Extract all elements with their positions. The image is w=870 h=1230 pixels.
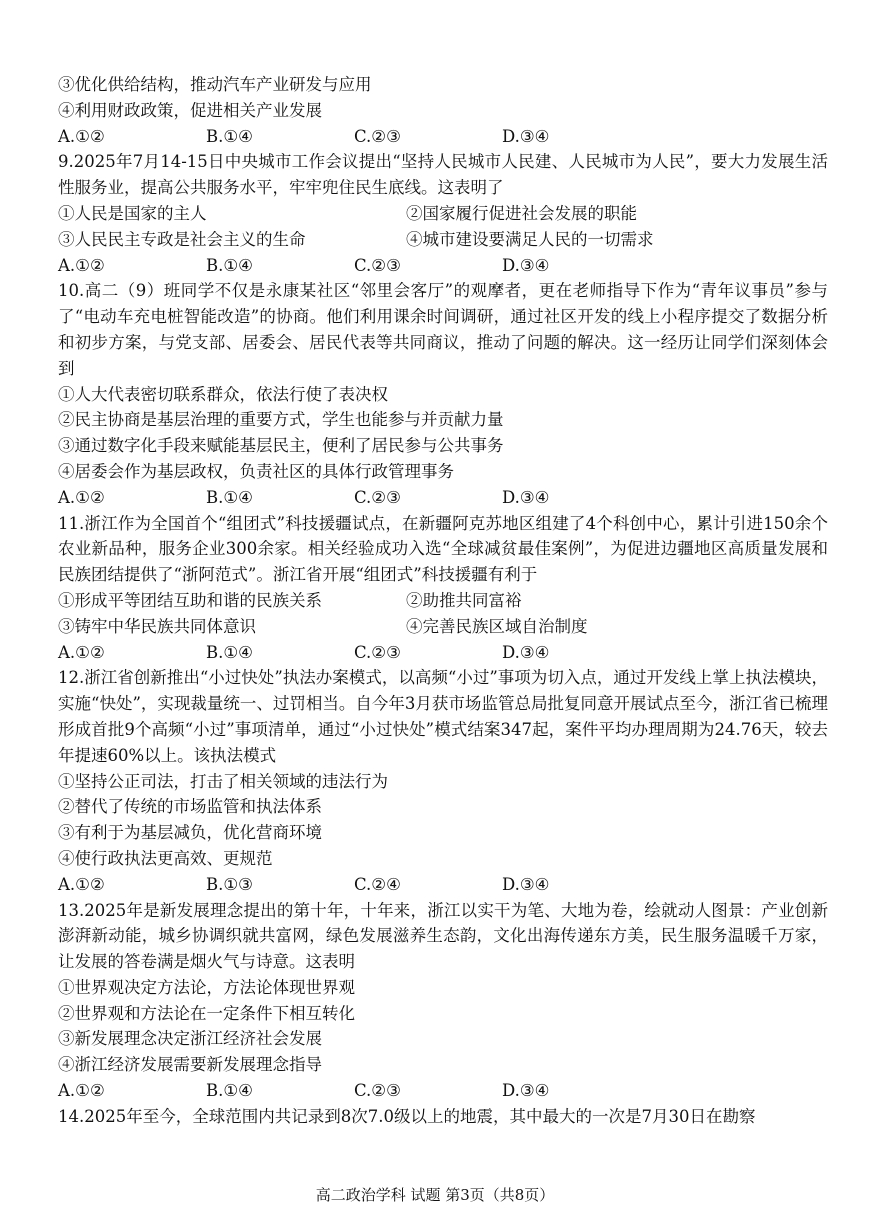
answer-choices	[58, 124, 828, 150]
question-stem: 10.高二（9）班同学不仅是永康某社区“邻里会客厅”的观摩者，更在老师指导下作为“青年议事员”参与了“电动车充电桩智能改造”的协商。他们利用课余时间调研，通过社区开发的线上小程序提交了数据分析和初步方案，与党支部、居委会、居民代表等共同商议，推动了问题的解决。这一经历让同学们深刻体会到	[58, 281, 828, 378]
question-stem: 9.2025年7月14-15日中央城市工作会议提出“坚持人民城市人民建、人民城市为人民”，要大力发展生活性服务业，提高公共服务水平，牢牢兜住民生底线。这表明了	[58, 152, 828, 198]
question-12	[58, 665, 828, 897]
choice-a: A.①②	[58, 255, 105, 275]
choice-b: B.①③	[206, 874, 253, 894]
choice-d: D.③④	[502, 642, 550, 662]
option: ②助推共同富裕	[406, 590, 522, 610]
question-stem: 14.2025年至今，全球范围内共记录到8次7.0级以上的地震，其中最大的一次是7月30日在勘察	[58, 1106, 756, 1126]
answer-choices	[58, 640, 828, 666]
option: ④使行政执法更高效、更规范	[58, 848, 273, 868]
option: ④城市建设要满足人民的一切需求	[406, 229, 654, 249]
choice-c: C.②③	[354, 487, 401, 507]
answer-choices	[58, 485, 828, 511]
choice-b: B.①④	[206, 255, 253, 275]
page-footer: 高二政治学科 试题 第3页（共8页）	[315, 1186, 555, 1204]
choice-c: C.②③	[354, 126, 401, 146]
option: ②世界观和方法论在一定条件下相互转化	[58, 1003, 355, 1023]
option: ③优化供给结构，推动汽车产业研发与应用	[58, 75, 372, 94]
option: ②国家履行促进社会发展的职能	[406, 203, 637, 223]
choice-a: A.①②	[58, 1081, 105, 1101]
option: ②民主协商是基层治理的重要方式，学生也能参与并贡献力量	[58, 410, 504, 430]
choice-a: A.①②	[58, 874, 105, 894]
choice-b: B.①④	[206, 487, 253, 507]
choice-d: D.③④	[502, 126, 550, 146]
choice-c: C.②③	[354, 642, 401, 662]
option: ③新发展理念决定浙江经济社会发展	[58, 1029, 322, 1049]
question-stem: 12.浙江省创新推出“小过快处”执法办案模式，以高频“小过”事项为切入点，通过开发线上掌上执法模块，实施“快处”，实现裁量统一、过罚相当。自今年3月获市场监管总局批复同意开展试点至今，浙江省已梳理形成首批9个高频“小过”事项清单，通过“小过快处”模式结案347起，案件平均办理周期为24.76天，较去年提速60%以上。该执法模式	[58, 668, 828, 765]
question-14	[58, 1104, 828, 1130]
choice-a: A.①②	[58, 642, 105, 662]
option: ④完善民族区域自治制度	[406, 616, 588, 636]
choice-c: C.②④	[354, 874, 401, 894]
answer-choices	[58, 872, 828, 898]
answer-choices	[58, 253, 828, 279]
option: ④浙江经济发展需要新发展理念指导	[58, 1055, 322, 1075]
question-stem: 13.2025年是新发展理念提出的第十年，十年来，浙江以实干为笔、大地为卷，绘就动人图景：产业创新澎湃新动能，城乡协调织就共富网，绿色发展滋养生态韵，文化出海传递东方美，民生服务温暖千万家，让发展的答卷满是烟火气与诗意。这表明	[58, 900, 828, 972]
option-row	[58, 227, 828, 253]
option: ④利用财政政策，促进相关产业发展	[58, 100, 322, 120]
choice-a: A.①②	[58, 487, 105, 507]
option: ③铸牢中华民族共同体意识	[58, 616, 256, 636]
question-13	[58, 898, 828, 1104]
choice-d: D.③④	[502, 255, 550, 275]
question-11	[58, 511, 828, 666]
option: ①人大代表密切联系群众，依法行使了表决权	[58, 384, 388, 404]
choice-d: D.③④	[502, 487, 550, 507]
question-stem: 11.浙江作为全国首个“组团式”科技援疆试点，在新疆阿克苏地区组建了4个科创中心，累计引进150余个农业新品种，服务企业300余家。相关经验成功入选“全球减贫最佳案例”，为促进边疆地区高质量发展和民族团结提供了“浙阿范式”。浙江省开展“组团式”科技援疆有利于	[58, 513, 828, 585]
choice-b: B.①④	[206, 1081, 253, 1101]
option: ①坚持公正司法，打击了相关领域的违法行为	[58, 771, 388, 791]
option: ①世界观决定方法论，方法论体现世界观	[58, 977, 355, 997]
option-row	[58, 614, 828, 640]
choice-b: B.①④	[206, 126, 253, 146]
choice-a: A.①②	[58, 126, 105, 146]
option-row	[58, 588, 828, 614]
choice-c: C.②③	[354, 1081, 401, 1101]
option: ③通过数字化手段来赋能基层民主，便利了居民参与公共事务	[58, 436, 504, 456]
answer-choices	[58, 1078, 828, 1104]
option: ④居委会作为基层政权，负责社区的具体行政管理事务	[58, 461, 454, 481]
option-row	[58, 201, 828, 227]
choice-c: C.②③	[354, 255, 401, 275]
option: ①形成平等团结互助和谐的民族关系	[58, 590, 322, 610]
option: ②替代了传统的市场监管和执法体系	[58, 797, 322, 817]
option: ①人民是国家的主人	[58, 203, 207, 223]
choice-b: B.①④	[206, 642, 253, 662]
question-10	[58, 278, 828, 510]
choice-d: D.③④	[502, 874, 550, 894]
question-9	[58, 149, 828, 278]
option: ③有利于为基层减负，优化营商环境	[58, 823, 322, 843]
page-content	[58, 72, 828, 1130]
option: ③人民民主专政是社会主义的生命	[58, 229, 306, 249]
choice-d: D.③④	[502, 1081, 550, 1101]
question-8	[58, 72, 828, 149]
